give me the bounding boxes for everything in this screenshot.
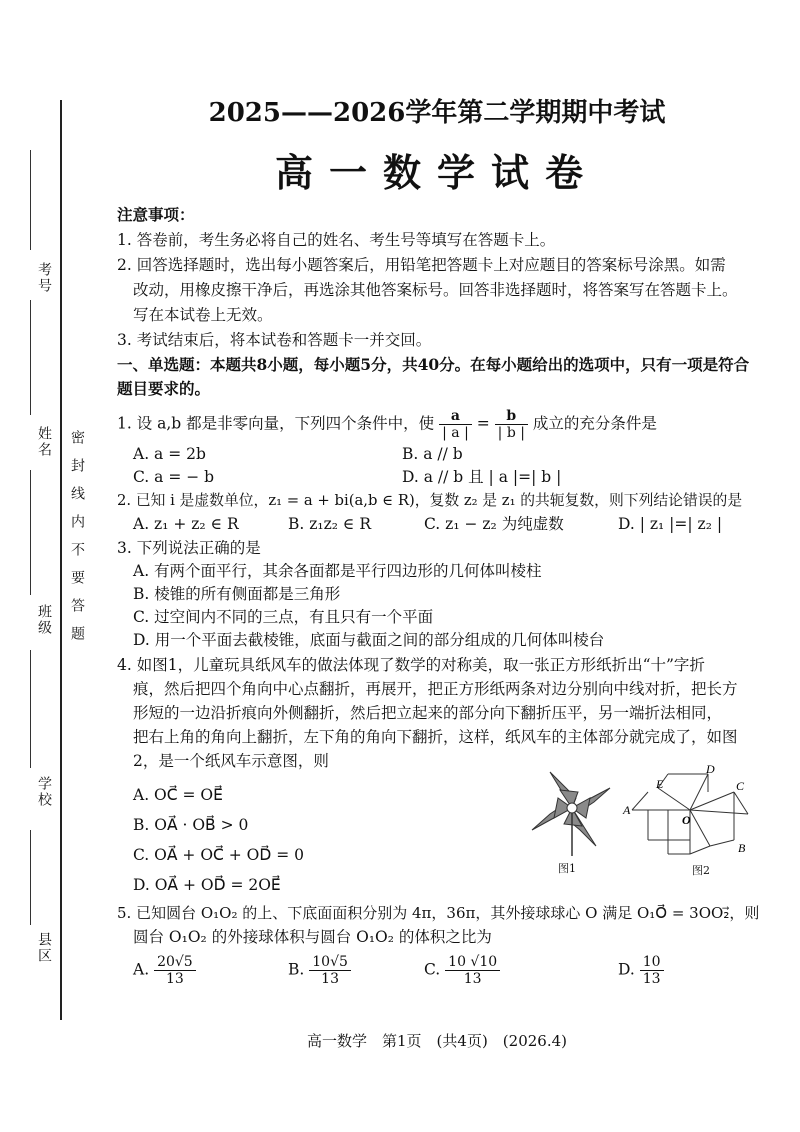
option-letter: C.	[424, 960, 441, 979]
xingming-blank[interactable]	[30, 300, 31, 415]
q1-eq: =	[476, 414, 490, 433]
fraction-num: a	[439, 408, 472, 425]
question-4-stem: 4. 如图1，儿童玩具纸风车的做法体现了数学的对称美，取一张正方形纸折出“十”字折	[117, 656, 705, 674]
q1-option-c: C. a = − b	[133, 468, 215, 486]
fig2-label-a: A	[623, 803, 631, 817]
section-heading: 题目要求的。	[117, 379, 211, 398]
fraction-den: 13	[463, 971, 482, 987]
xingming-label: 姓名	[36, 426, 52, 458]
q4-option-a: A. OC⃗ = OE⃗	[133, 786, 223, 804]
fig2-label-d: D	[706, 762, 715, 776]
q1-option-b: B. a // b	[402, 445, 463, 463]
fraction-den: | b |	[497, 425, 525, 441]
xuexiao-blank[interactable]	[30, 650, 31, 768]
q3-option-a: A. 有两个面平行，其余各面都是平行四边形的几何体叫棱柱	[133, 562, 542, 580]
section-heading: 一、单选题：本题共8小题，每小题5分，共40分。在每小题给出的选项中，只有一项是符合	[117, 355, 750, 374]
q2-option-b: B. z₁z₂ ∈ R	[288, 515, 372, 533]
figure-1-caption: 图1	[558, 862, 576, 875]
banji-label: 班级	[36, 604, 52, 636]
question-4-stem: 形短的一边沿折痕向外侧翻折，然后把立起来的部分向下翻折压平，另一端折法相同，	[133, 704, 723, 722]
notice-line: 1. 答卷前，考生务必将自己的姓名、考生号等填写在答题卡上。	[117, 231, 556, 249]
figure-2-caption: 图2	[692, 864, 710, 877]
q5-option-d	[618, 954, 664, 987]
question-2-stem: 2. 已知 i 是虚数单位，z₁ = a + bi(a,b ∈ R)，复数 z₂ 是 z₁ 的共轭复数，则下列结论错误的是	[117, 492, 743, 509]
fig2-label-b: B	[738, 841, 746, 855]
xuexiao-label: 学校	[36, 776, 52, 808]
fraction-num: 10 √10	[445, 954, 500, 971]
question-4-stem: 2，是一个纸风车示意图，则	[133, 752, 329, 770]
notice-line: 3. 考试结束后，将本试卷和答题卡一并交回。	[117, 331, 432, 349]
fraction	[640, 954, 664, 987]
fig2-label-c: C	[736, 779, 745, 793]
pinwheel-figure-1	[520, 768, 625, 858]
option-letter: D.	[618, 960, 635, 979]
q1-option-d: D. a // b 且 | a |=| b |	[402, 468, 562, 486]
q2-option-c: C. z₁ − z₂ 为纯虚数	[424, 515, 564, 533]
xianqu-blank[interactable]	[30, 830, 31, 925]
question-3-stem: 3. 下列说法正确的是	[117, 539, 261, 557]
notice-line: 写在本试卷上无效。	[133, 306, 273, 324]
fraction	[309, 954, 351, 987]
binding-line	[60, 100, 62, 1020]
binding-strip	[0, 0, 100, 1132]
exam-title: 2025——2026学年第二学期期中考试	[208, 98, 666, 128]
q5-option-a	[133, 954, 196, 987]
q4-option-d: D. OA⃗ + OD⃗ = 2OE⃗	[133, 876, 281, 894]
question-5-stem: 5. 已知圆台 O₁O₂ 的上、下底面面积分别为 4π，36π，其外接球球心 O 满足 O₁O⃗ = 3OO₂⃗，则	[117, 904, 760, 922]
fig2-label-o: O	[682, 813, 691, 827]
fraction-a	[439, 408, 472, 441]
q5-option-b	[288, 954, 351, 987]
q2-option-a: A. z₁ + z₂ ∈ R	[133, 515, 239, 533]
kaohao-label: 考号	[36, 262, 52, 294]
fraction-num: 10	[640, 954, 664, 971]
exam-subtitle: 高一数学试卷	[274, 150, 599, 195]
fraction-den: 13	[165, 971, 184, 987]
fraction-den: 13	[321, 971, 339, 987]
fraction-den: 13	[642, 971, 661, 987]
notice-line: 2. 回答选择题时，选出每小题答案后，用铅笔把答题卡上对应题目的答案标号涂黑。如需	[117, 256, 726, 274]
kaohao-blank[interactable]	[30, 150, 31, 250]
q3-option-d: D. 用一个平面去截棱锥，底面与截面之间的部分组成的几何体叫棱台	[133, 631, 605, 649]
fraction	[154, 954, 196, 987]
q4-option-b: B. OA⃗ · OB⃗ > 0	[133, 816, 249, 834]
page-footer: 高一数学 第1页 (共4页) (2026.4)	[307, 1032, 567, 1050]
option-letter: A.	[133, 960, 150, 979]
fraction	[445, 954, 500, 987]
seal-notice: 密封线内不要答题	[69, 430, 85, 654]
question-4-stem: 痕，然后把四个角向中心点翻折，再展开，把正方形纸两条对边分别向中线对折，把长方	[133, 680, 738, 698]
notice-heading: 注意事项：	[117, 205, 195, 224]
q1-text: 成立的充分条件是	[532, 414, 657, 433]
option-letter: B.	[288, 960, 305, 979]
fraction-num: b	[495, 408, 528, 425]
question-5-stem: 圆台 O₁O₂ 的外接球体积与圆台 O₁O₂ 的体积之比为	[133, 928, 492, 946]
fraction-den: | a |	[442, 425, 469, 441]
notice-line: 改动，用橡皮擦干净后，再选涂其他答案标号。回答非选择题时，将答案写在答题卡上。	[133, 281, 738, 299]
pinwheel-figure-2	[623, 762, 764, 870]
question-4-stem: 把右上角的角向上翻折，左下角的角向下翻折，这样，纸风车的主体部分就完成了，如图	[133, 728, 738, 746]
q2-option-d: D. | z₁ |=| z₂ |	[618, 515, 723, 533]
fraction-b	[495, 408, 528, 441]
q1-option-a: A. a = 2b	[133, 445, 206, 463]
xianqu-label: 县区	[36, 932, 52, 964]
q5-option-c	[424, 954, 500, 987]
q1-text: 1. 设 a,b 都是非零向量，下列四个条件中，使	[117, 414, 435, 433]
q3-option-b: B. 棱锥的所有侧面都是三角形	[133, 585, 341, 603]
q3-option-c: C. 过空间内不同的三点，有且只有一个平面	[133, 608, 434, 626]
fig2-label-e: E	[656, 777, 664, 791]
fraction-num: 10√5	[309, 954, 351, 971]
question-1-stem	[117, 408, 657, 441]
banji-blank[interactable]	[30, 470, 31, 595]
fraction-num: 20√5	[154, 954, 196, 971]
q4-option-c: C. OA⃗ + OC⃗ + OD⃗ = 0	[133, 846, 305, 864]
